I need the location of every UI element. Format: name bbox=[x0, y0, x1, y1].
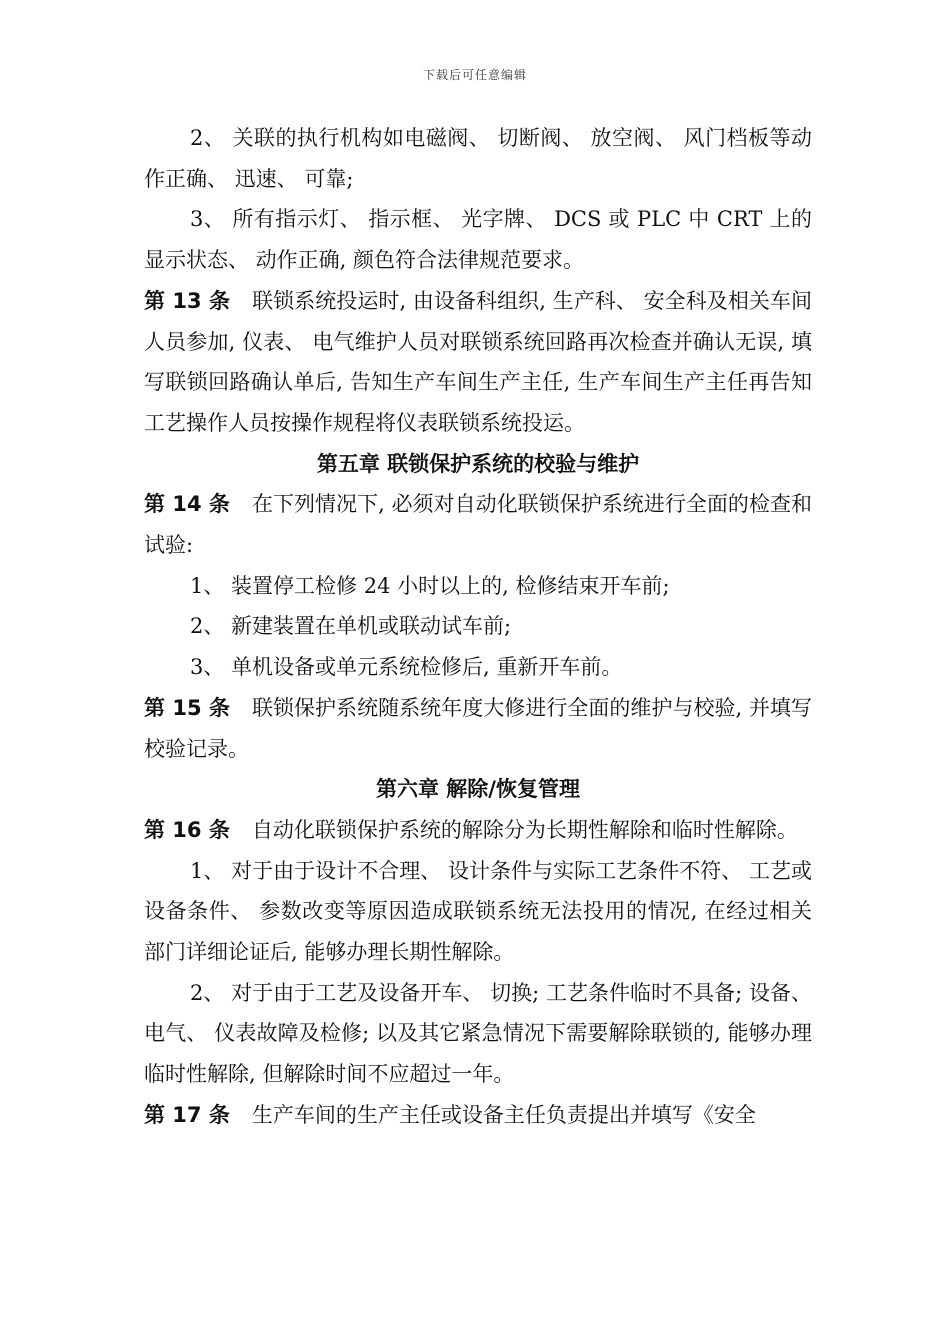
article-text: 在下列情况下, 必须对自动化联锁保护系统进行全面的检查和试验: bbox=[144, 492, 812, 558]
article-text: 自动化联锁保护系统的解除分为长期性解除和临时性解除。 bbox=[251, 817, 798, 842]
list-item: 1、 对于由于设计不合理、 设计条件与实际工艺条件不符、 工艺或设备条件、 参数改变等原因造成联锁系统无法投用的情况, 在经过相关部门详细论证后, 能够办理长期性解除。 bbox=[144, 858, 812, 965]
article-text: 联锁保护系统随系统年度大修进行全面的维护与校验, 并填写校验记录。 bbox=[144, 695, 812, 761]
chapter-heading: 第五章 联锁保护系统的校验与维护 bbox=[316, 451, 640, 476]
list-item: 3、 单机设备或单元系统检修后, 重新开车前。 bbox=[190, 655, 623, 680]
article-number: 第 17 条 bbox=[144, 1102, 230, 1127]
page-header-note: 下载后可任意编辑 bbox=[422, 68, 527, 82]
article-number: 第 15 条 bbox=[144, 695, 230, 720]
list-item: 3、 所有指示灯、 指示框、 光字牌、 DCS 或 PLC 中 CRT 上的显示状态、 动作正确, 颜色符合法律规范要求。 bbox=[144, 207, 812, 273]
list-item: 2、 对于由于工艺及设备开车、 切换; 工艺条件临时不具备; 设备、 电气、 仪表故障及检修; 以及其它紧急情况下需要解除联锁的, 能够办理临时性解除, 但解除时间不应超过一年。 bbox=[144, 980, 812, 1087]
article-paragraph bbox=[144, 810, 812, 851]
list-item: 1、 装置停工检修 24 小时以上的, 检修结束开车前; bbox=[190, 573, 670, 598]
list-item: 2、 新建装置在单机或联动试车前; bbox=[190, 614, 512, 639]
article-paragraph bbox=[144, 281, 812, 444]
chapter-heading: 第六章 解除/恢复管理 bbox=[376, 777, 580, 802]
article-paragraph bbox=[144, 484, 812, 565]
article-number: 第 16 条 bbox=[144, 817, 230, 842]
article-text: 生产车间的生产主任或设备主任负责提出并填写《安全 bbox=[251, 1102, 756, 1127]
article-paragraph bbox=[144, 1095, 812, 1136]
list-item: 2、 关联的执行机构如电磁阀、 切断阀、 放空阀、 风门档板等动作正确、 迅速、 可靠; bbox=[144, 126, 812, 191]
article-paragraph bbox=[144, 688, 812, 769]
article-number: 第 14 条 bbox=[144, 492, 230, 517]
article-text: 联锁系统投运时, 由设备科组织, 生产科、 安全科及相关车间人员参加, 仪表、 电气维护人员对联锁系统回路再次检查并确认无误, 填写联锁回路确认单后, 告知生产车间生产主任, 生产车间生产主任再告知工艺操作人员按操作规程将仪表联锁系统投运。 bbox=[144, 288, 812, 435]
document-body bbox=[144, 118, 812, 1136]
article-number: 第 13 条 bbox=[144, 288, 231, 313]
